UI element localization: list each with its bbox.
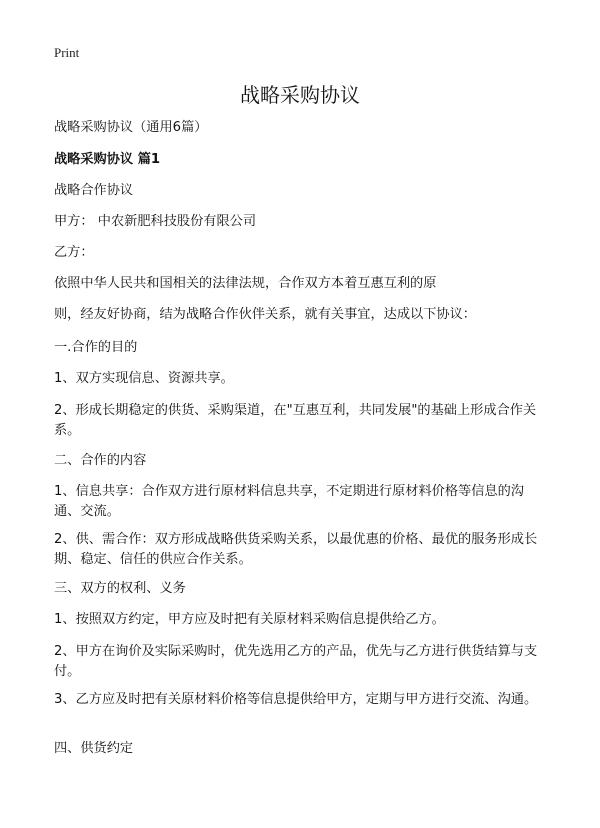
section-2-title: 二、合作的内容 — [54, 453, 147, 468]
section-heading: 战略采购协议 篇1 — [54, 152, 161, 167]
agreement-name: 战略合作协议 — [54, 183, 134, 198]
section-1-item-2: 2、形成长期稳定的供货、采购渠道，在"互惠互利，共同发展"的基础上形成合作关系。 — [54, 403, 537, 438]
section-1-title: 一.合作的目的 — [54, 340, 138, 355]
section-3-title: 三、双方的权利、义务 — [54, 581, 186, 596]
intro-paragraph-line-2: 则，经友好协商，结为战略合作伙伴关系，就有关事宜，达成以下协议： — [54, 307, 476, 322]
section-1-item-1: 1、双方实现信息、资源共享。 — [54, 371, 234, 386]
document-title: 战略采购协议 — [240, 83, 360, 107]
print-label: Print — [54, 45, 80, 60]
party-b-line: 乙方： — [54, 245, 94, 260]
section-4-title: 四、供货约定 — [54, 741, 134, 756]
party-a-line: 甲方： 中农新肥科技股份有限公司 — [54, 214, 257, 229]
section-2-item-2: 2、供、需合作：双方形成战略供货采购关系，以最优惠的价格、最优的服务形成长期、稳定、信任的供应合作关系。 — [54, 532, 538, 567]
section-3-item-2: 2、甲方在询价及实际采购时，优先选用乙方的产品，优先与乙方进行供货结算与支付。 — [54, 644, 538, 679]
section-3-item-1: 1、按照双方约定，甲方应及时把有关原材料采购信息提供给乙方。 — [54, 612, 445, 627]
section-2-item-1: 1、信息共享：合作双方进行原材料信息共享，不定期进行原材料价格等信息的沟通、交流。 — [54, 484, 524, 519]
document-subtitle: 战略采购协议（通用6篇） — [54, 120, 208, 135]
section-3-item-3: 3、乙方应及时把有关原材料价格等信息提供给甲方，定期与甲方进行交流、沟通。 — [54, 692, 538, 707]
intro-paragraph-line-1: 依照中华人民共和国相关的法律法规，合作双方本着互惠互利的原 — [54, 276, 437, 291]
